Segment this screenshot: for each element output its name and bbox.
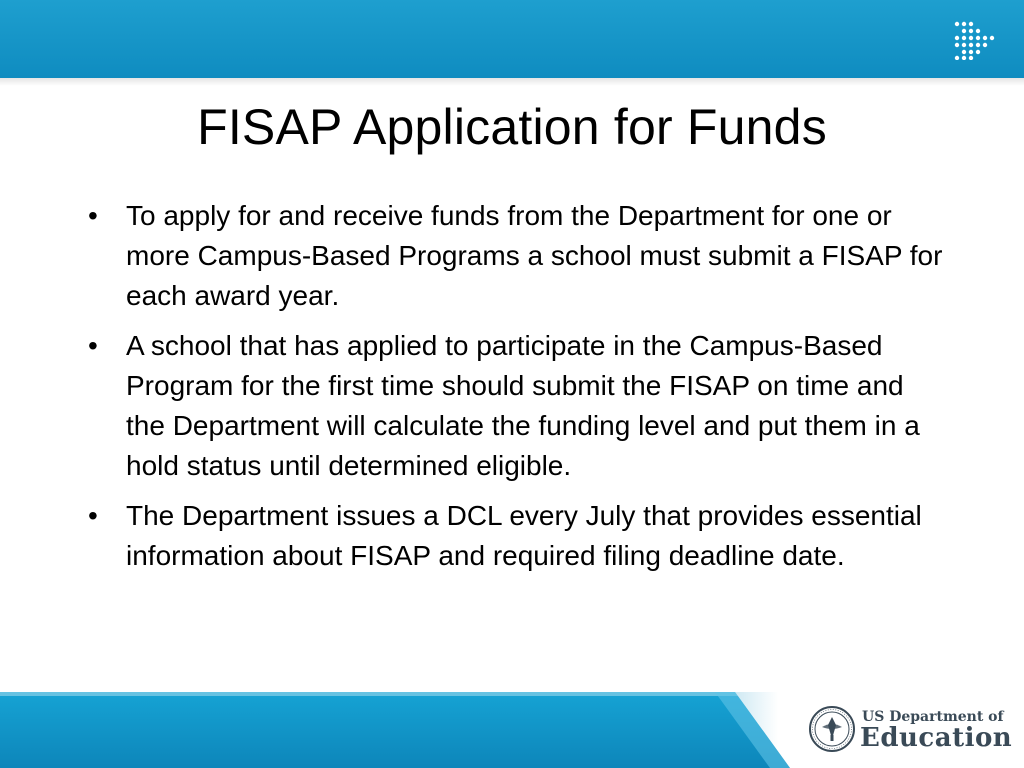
bullet-item <box>84 196 944 316</box>
bullet-list <box>84 196 944 586</box>
logo-line-2: Education <box>860 723 1013 753</box>
bullet-item <box>84 326 944 486</box>
header-bar <box>0 0 1024 78</box>
slide-title: FISAP Application for Funds <box>197 99 827 155</box>
bullet-text: The Department issues a DCL every July that provides essential information about FISAP and required filing deadline date. <box>126 500 922 571</box>
bullet-item <box>84 496 944 576</box>
bullet-text: A school that has applied to participate in the Campus-Based Program for the first time should submit the FISAP on time and the Department will calculate the funding level and put them in a hold status until determined eligible. <box>126 330 920 481</box>
logo-line-1: US Department of <box>862 709 1004 725</box>
bullet-text: To apply for and receive funds from the Department for one or more Campus-Based Programs a school must submit a FISAP for each award year. <box>126 200 943 311</box>
bullet-marker: • <box>88 330 98 361</box>
bullet-marker: • <box>88 200 98 231</box>
department-seal-icon <box>808 705 856 753</box>
us-department-of-education-logo <box>808 705 1014 757</box>
dot-grid-arrow-icon <box>954 20 1000 60</box>
bullet-marker: • <box>88 500 98 531</box>
